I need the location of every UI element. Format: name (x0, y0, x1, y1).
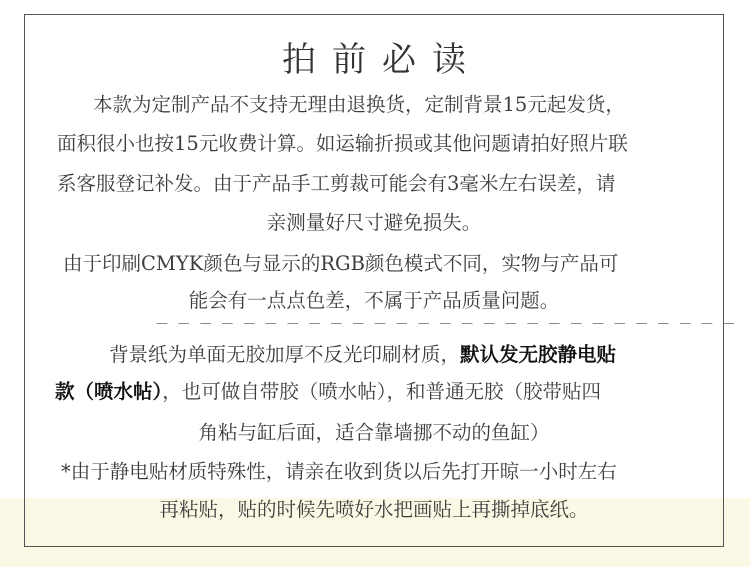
notice-title: 拍前必读 (282, 40, 482, 80)
para3-line2-text: ，也可做自带胶（喷水帖），和普通无胶（胶带贴四 (162, 380, 602, 403)
para3-line1 (109, 340, 616, 370)
para1-line3: 系客服登记补发。由于产品手工剪裁可能会有3毫米左右误差，请 (57, 172, 616, 195)
para1-line2: 面积很小也按15元收费计算。如运输折损或其他问题请拍好照片联 (57, 132, 628, 155)
para4-line1: *由于静电贴材质特殊性，请亲在收到货以后先打开晾一小时左右 (61, 460, 617, 483)
para3-line1-text: 背景纸为单面无胶加厚不反光印刷材质， (109, 343, 461, 366)
para2-line2: 能会有一点点色差，不属于产品质量问题。 (188, 289, 560, 312)
para3-line2-emphasis: 款（喷水帖） (55, 380, 163, 403)
para3-line2 (55, 377, 601, 407)
notice-box (24, 14, 744, 547)
dashed-divider: －－－－－－－－－－－－－－－－－－－－－－－－－－－ (155, 317, 744, 333)
para3-line1-emphasis: 默认发无胶静电贴 (460, 343, 617, 366)
para1-line4: 亲测量好尺寸避免损失。 (266, 211, 482, 234)
para2-line1: 由于印刷CMYK颜色与显示的RGB颜色模式不同，实物与产品可 (63, 252, 619, 275)
para4-line2: 再粘贴，贴的时候先喷好水把画贴上再撕掉底纸。 (159, 498, 589, 521)
para3-line3: 角粘与缸后面，适合靠墙挪不动的鱼缸） (198, 421, 550, 444)
para1-line1: 本款为定制产品不支持无理由退换货，定制背景15元起发货， (93, 93, 625, 116)
